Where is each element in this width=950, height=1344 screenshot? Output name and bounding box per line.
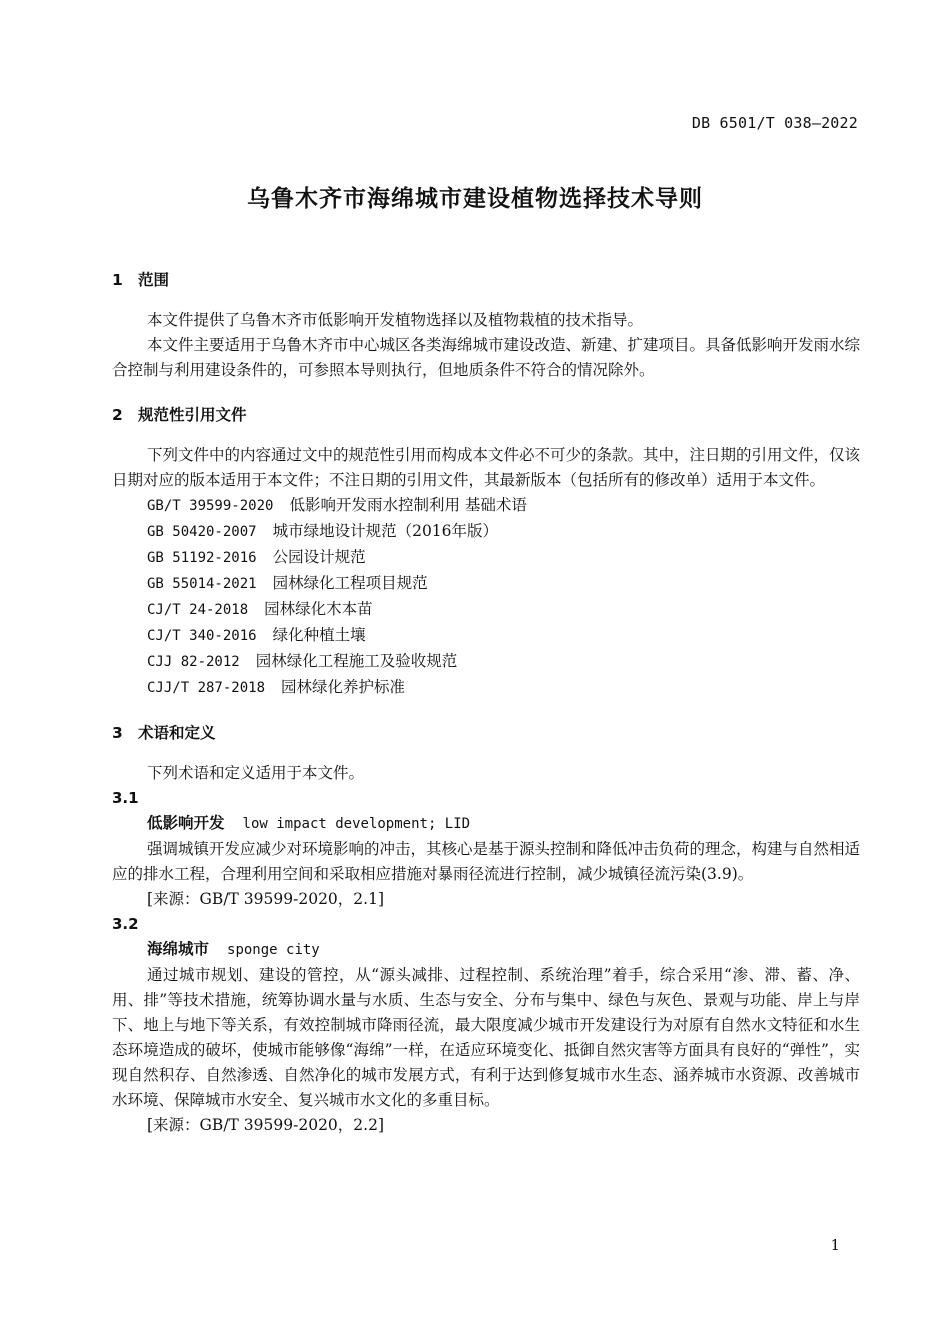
reference-item — [112, 545, 860, 571]
reference-item — [112, 597, 860, 623]
standard-code: DB 6501/T 038—2022 — [691, 114, 858, 132]
section-number: 2 — [112, 406, 123, 424]
reference-name: 园林绿化工程项目规范 — [272, 574, 428, 592]
reference-code: GB/T 39599-2020 — [147, 498, 274, 514]
reference-name: 公园设计规范 — [272, 548, 366, 566]
document-body — [112, 266, 860, 1138]
term-number: 3.1 — [112, 789, 139, 807]
page-number: 1 — [830, 1236, 840, 1254]
term-name-en: sponge city — [227, 942, 320, 958]
reference-name: 绿化种植土壤 — [272, 626, 366, 644]
term-name-zh: 海绵城市 — [147, 940, 210, 958]
reference-code: GB 50420-2007 — [147, 524, 257, 540]
term-source: [来源：GB/T 39599-2020，2.2] — [147, 1116, 384, 1134]
term-definition: 强调城镇开发应减少对环境影响的冲击，其核心是基于源头控制和降低冲击负荷的理念，构建与自然相适应的排水工程，合理利用空间和采取相应措施对暴雨径流进行控制，减少城镇径流污染(3.9)。 — [112, 840, 861, 883]
paragraph: 下列术语和定义适用于本文件。 — [147, 764, 365, 782]
reference-code: GB 51192-2016 — [147, 550, 257, 566]
reference-item — [112, 493, 860, 519]
term-name-zh: 低影响开发 — [147, 814, 225, 832]
reference-code: CJ/T 24-2018 — [147, 602, 249, 618]
section-number: 1 — [112, 271, 123, 289]
section-2-heading — [112, 401, 860, 429]
reference-item — [112, 649, 860, 675]
reference-name: 园林绿化工程施工及验收规范 — [255, 652, 458, 670]
reference-code: CJJ 82-2012 — [147, 654, 240, 670]
paragraph: 下列文件中的内容通过文中的规范性引用而构成本文件必不可少的条款。其中，注日期的引用文件，仅该日期对应的版本适用于本文件；不注日期的引用文件，其最新版本（包括所有的修改单）适用于本文件。 — [112, 446, 861, 489]
term-name — [112, 811, 860, 837]
term-name — [112, 937, 860, 963]
reference-name: 园林绿化木本苗 — [264, 600, 373, 618]
section-title: 范围 — [138, 271, 170, 289]
document-title: 乌鲁木齐市海绵城市建设植物选择技术导则 — [247, 186, 703, 212]
reference-item — [112, 675, 860, 701]
reference-name: 低影响开发雨水控制利用 基础术语 — [289, 496, 527, 514]
reference-name: 城市绿地设计规范（2016年版） — [272, 522, 499, 540]
term-source: [来源：GB/T 39599-2020，2.1] — [147, 890, 384, 908]
term-name-en: low impact development; LID — [242, 816, 471, 832]
section-3-heading — [112, 719, 860, 747]
paragraph: 本文件提供了乌鲁木齐市低影响开发植物选择以及植物栽植的技术指导。 — [147, 311, 644, 329]
reference-code: CJ/T 340-2016 — [147, 628, 257, 644]
section-number: 3 — [112, 724, 123, 742]
reference-name: 园林绿化养护标准 — [281, 678, 406, 696]
term-number: 3.2 — [112, 915, 139, 933]
section-title: 术语和定义 — [138, 724, 216, 742]
reference-item — [112, 623, 860, 649]
reference-code: CJJ/T 287-2018 — [147, 680, 266, 696]
reference-item — [112, 571, 860, 597]
reference-code: GB 55014-2021 — [147, 576, 257, 592]
term-definition: 通过城市规划、建设的管控，从“源头减排、过程控制、系统治理”着手，综合采用“渗、滞、蓄、净、用、排”等技术措施，统筹协调水量与水质、生态与安全、分布与集中、绿色与灰色、景观与功能、岸上与岸下、地上与地下等关系，有效控制城市降雨径流，最大限度减少城市开发建设行为对原有自然水文特征和水生态环境造成的破坏，使城市能够像“海绵”一样，在适应环境变化、抵御自然灾害等方面具有良好的“弹性”，实现自然积存、自然渗透、自然净化的城市发展方式，有利于达到修复城市水生态、涵养城市水资源、改善城市水环境、保障城市水安全、复兴城市水文化的多重目标。 — [112, 966, 860, 1109]
reference-item — [112, 519, 860, 545]
paragraph: 本文件主要适用于乌鲁木齐市中心城区各类海绵城市建设改造、新建、扩建项目。具备低影响开发雨水综合控制与利用建设条件的，可参照本导则执行，但地质条件不符合的情况除外。 — [112, 336, 861, 379]
section-1-heading — [112, 266, 860, 294]
section-title: 规范性引用文件 — [138, 406, 247, 424]
